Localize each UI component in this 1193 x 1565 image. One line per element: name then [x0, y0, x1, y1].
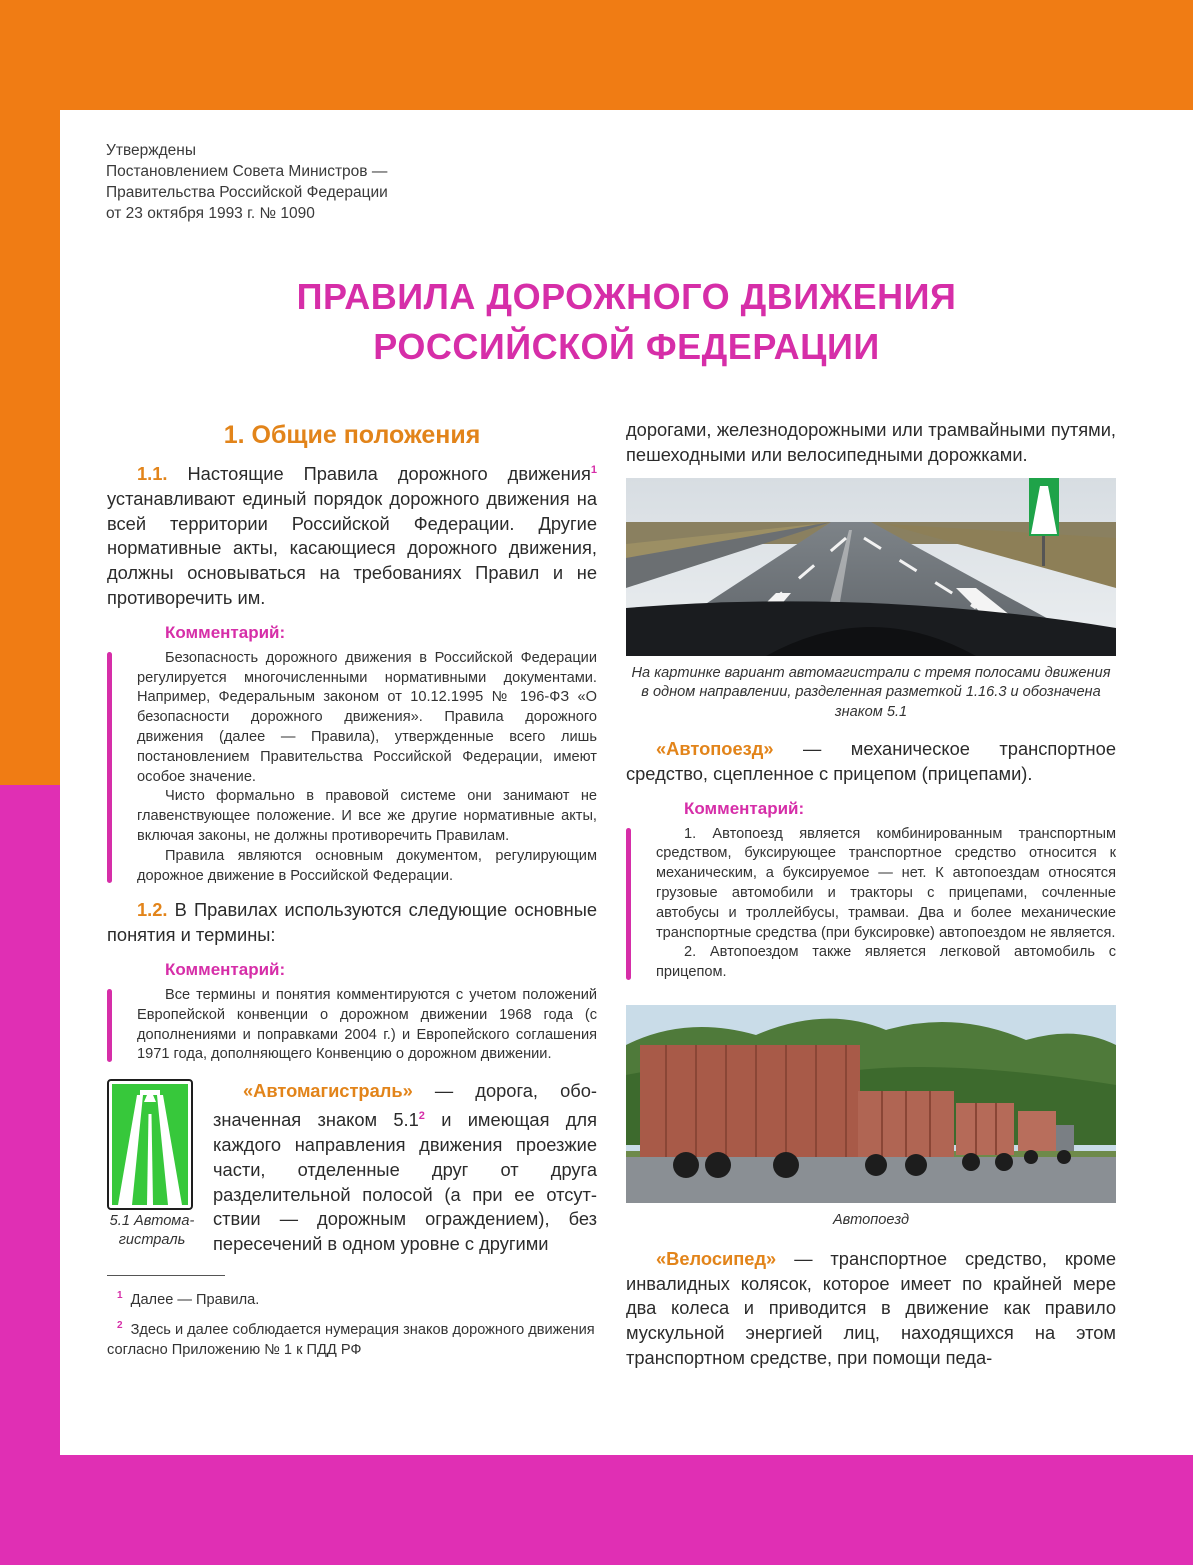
right-column: [626, 418, 1116, 1371]
term-label: «Автомагистраль»: [243, 1080, 413, 1102]
comment-paragraph: Безопасность дорожного движения в Российской Федерации регулируется многочисленными нормативными документами. Например, Федеральным законом от 10.12.1995 № 196-ФЗ «О безопасности дорожного движения». Правила дорожного движения (далее — Правила), утвержденные всего лишь постановлением Правительства Российской Федерации, имеют особое значение.: [137, 649, 597, 785]
footnote-text: Здесь и далее соблюдается нумерация знаков дорожного движения согласно Приложению № 1 к ПДД РФ: [107, 1321, 595, 1358]
term-label: «Велосипед»: [656, 1247, 777, 1269]
comment-paragraph: Чисто формально в правовой системе они занимают не главенствующее положение. И все же другие нормативные акты, включая законы, не должны противоречить Правилам.: [137, 788, 597, 845]
term-label: «Автопоезд»: [656, 737, 774, 759]
definition-text: — транспортное средство, кроме инвалидных колясок, которое имеет по крайней мере два колеса и приводится в движение как правило мускульной энергией лиц, находящихся на этом транспортном средстве, при помощи педа-: [626, 1247, 1116, 1368]
page-title: [60, 272, 1193, 372]
road-train-photo-image: [626, 1005, 1116, 1203]
paragraph-number: 1.1.: [137, 463, 168, 485]
comment-paragraph: 1. Автопоезд является комбинированным транспортным средством, буксирующее транспортное средство относится к механическим, а буксируемое — нет. К автопоездам относятся грузовые автомобили и тракторы с прицепами, сочленные автобусы и троллейбусы, трамваи. Два и более механические транспортные средства (при буксировке) автопоездом не является.: [656, 825, 1116, 941]
paragraph-1-1: [107, 458, 597, 611]
footnote-mark: 1: [117, 1290, 123, 1302]
comment-heading: Комментарий:: [684, 798, 805, 818]
approval-line: Постановлением Совета Министров —: [106, 163, 388, 180]
comment-paragraph: Правила являются основным документом, регулирующим дорожное движение в Российской Федерации.: [137, 847, 597, 884]
comment-heading: Комментарий:: [165, 622, 286, 642]
comment-bar: [626, 828, 631, 980]
comment-bar: [107, 652, 112, 884]
definition-avtomagistral: [213, 1079, 597, 1257]
continuation-text: дорогами, железнодорожными или трамвайными путями, пешеходными или велосипедными дорожками.: [626, 419, 1116, 465]
comment-paragraph: 2. Автопоездом также является легковой автомобиль с прицепом.: [656, 944, 1116, 981]
footnote-1: [107, 1286, 597, 1310]
photo-caption: Автопоезд: [832, 1211, 910, 1228]
paragraph-1-2: [107, 898, 597, 948]
footnotes: [107, 1275, 597, 1360]
section-heading: 1. Общие положения: [223, 421, 481, 449]
footnote-mark: 2: [117, 1320, 123, 1332]
left-column: [107, 418, 597, 1366]
footnote-ref[interactable]: 1: [590, 464, 597, 476]
comment-bar: [107, 989, 112, 1062]
definition-avtopoezd: [626, 737, 1116, 787]
approval-line: от 23 октября 1993 г. № 1090: [106, 205, 315, 222]
comment-box: [626, 825, 1116, 983]
approval-line: Правительства Российской Федерации: [106, 184, 388, 201]
approval-block: [106, 140, 388, 224]
comment-text: [137, 986, 597, 1065]
paragraph-number: 1.2.: [137, 899, 168, 921]
comment-text: [656, 825, 1116, 983]
footnote-ref[interactable]: 2: [418, 1110, 425, 1123]
paragraph-text: Настоящие Правила дорожного движения: [167, 463, 591, 485]
sign-5-1: [107, 1079, 197, 1250]
definition-text: и имеющая для каждого направления движения проезжие части, отделенные друг от друга разделительной полосой (а при ее отсутствии — дорожным ограждением), без пересечений в одном уровне с другими: [213, 1109, 597, 1255]
definition-velosiped: [626, 1247, 1116, 1371]
photo-caption: На картинке вариант автомагистрали с тремя полосами движения в одном направлении, разделенная разметкой 1.16.3 и обозначена знаком 5.1: [631, 664, 1111, 721]
avtomagistral-block: [107, 1079, 597, 1269]
motorway-sign-icon: [107, 1079, 193, 1210]
definition-text: — механическое транспортное средство, сцепленное с прицепом (прицепами).: [626, 737, 1116, 784]
comment-box: [107, 649, 597, 887]
paragraph-text: устанавливают единый порядок дорожного движения на всей территории Российской Федерации. Другие нормативные акты, касающиеся дорожного движения, должны основываться на требованиях Правил и не противоречить им.: [107, 487, 597, 609]
comment-text: [137, 649, 597, 887]
paragraph-text: В Правилах используются следующие основные понятия и термины:: [107, 899, 597, 946]
road-train-photo: [626, 1005, 1116, 1203]
comment-heading: Комментарий:: [165, 960, 286, 980]
comment-paragraph: Все термины и понятия комментируются с учетом положений Европейской конвенции о дорожном движении 1968 года (с дополнениями и поправками 2004 г.) и Европейского соглашения 1971 года, дополняющего Конвенцию о дорожном движении.: [137, 987, 597, 1063]
approval-line: Утверждены: [106, 142, 196, 159]
motorway-photo-image: [626, 478, 1116, 656]
comment-box: [107, 986, 597, 1065]
sign-caption: 5.1 Автомагистраль: [109, 1213, 195, 1249]
title-line: РОССИЙСКОЙ ФЕДЕРАЦИИ: [373, 326, 880, 367]
footnote-divider: [107, 1275, 225, 1276]
motorway-photo: [626, 478, 1116, 656]
footnote-text: Далее — Правила.: [130, 1292, 260, 1309]
title-line: ПРАВИЛА ДОРОЖНОГО ДВИЖЕНИЯ: [296, 276, 957, 317]
footnote-2: [107, 1316, 597, 1360]
motorway-symbol-icon: [112, 1084, 188, 1205]
definition-text: — дорога, обозначенная знаком 5.1: [213, 1080, 597, 1131]
